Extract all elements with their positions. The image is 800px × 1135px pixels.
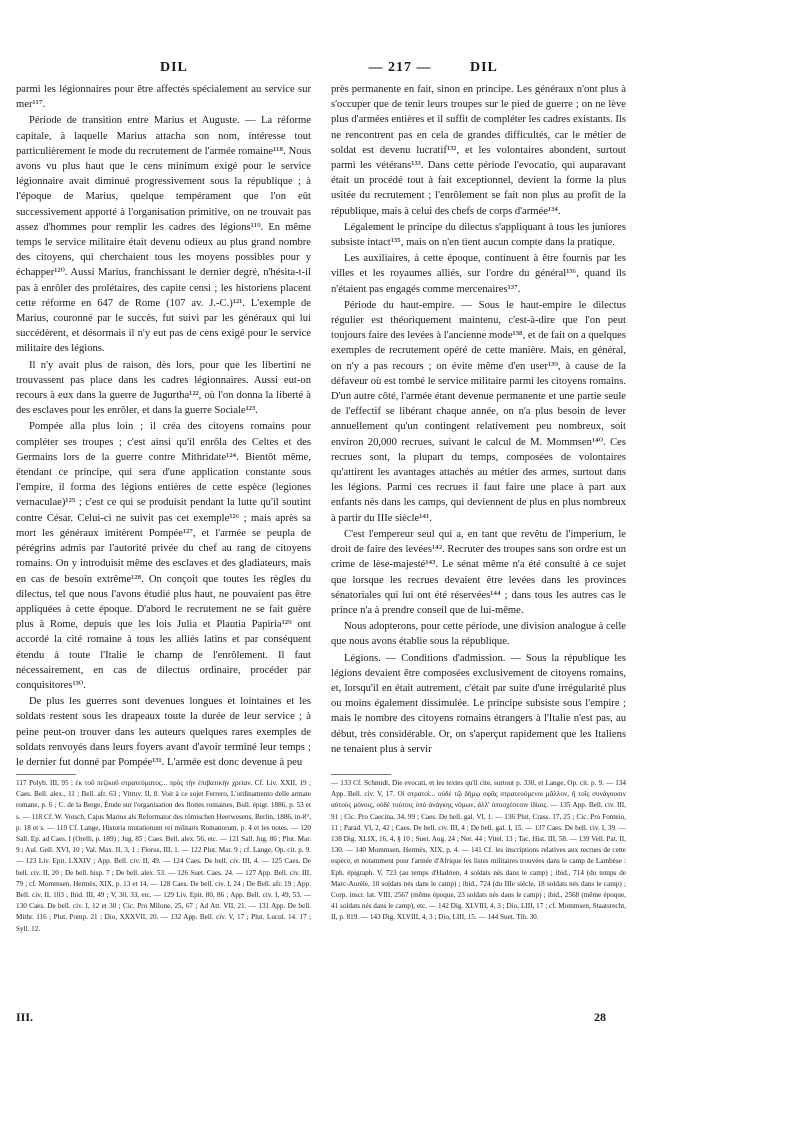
page-number: — 217 — — [368, 60, 432, 75]
paragraph: parmi les légionnaires pour être affectés spécialement au service sur mer¹¹⁷. — [16, 84, 311, 111]
paragraph: Légalement le principe du dilectus s'appliquant à tous les juniores subsiste intact¹³⁵, mais on n'en tient aucun compte dans la pratique. — [331, 221, 626, 249]
paragraph: Période du haut-empire. — Sous le haut-empire le dilectus régulier est théoriquement maintenu, c'est-à-dire que l'on peut toujours faire des levées à l'ancienne mode¹³⁸, et de fait on a quelques exemples de recrutement opéré de cette manière. Mais, en général, on n'y a pas recours ; on évite même d'en user¹³⁹, à cause de la défaveur où est tombé le service militaire parmi les citoyens romains. D'un autre côté, l'armée étant devenue permanente et une partie seule de l'effectif se libérant chaque année, on n'a plus besoin de lever annuellement qu'un contingent relativement peu nombreux, soit environ 20,000 recrues, suivant le calcul de M. Mommsen¹⁴⁰. Ces recrues sont, la plupart du temps, composées de volontaires qu'attirent les avantages attachés au métier des armes, surtout dans les légions. Parmi ces recrues il faut faire une place à part aux enfants nés dans les camps, qui deviennent de plus en plus nombreux à partir du IIIe siècle¹⁴¹. — [331, 299, 626, 524]
paragraph: De plus les guerres sont devenues longues et lointaines et les soldats restent sous les drapeaux toute la durée de leur service ; à peine peut-on trouver dans les auteurs quelques rares exemples de soldats renvoyés dans leurs foyers avant d'avoir terminé leur temps ; le dernier fut donné par Pompée¹³¹. L'armée est donc devenue à peu — [16, 696, 311, 768]
paragraph: Nous adopterons, pour cette période, une division analogue à celle que nous avons établie sous la république. — [331, 621, 626, 648]
paragraph: Période de transition entre Marius et Auguste. — La réforme capitale, à laquelle Marius attacha son nom, intéresse tout particulièrement le mode du recrutement de l'armée romaine¹¹⁸. Nous avons vu plus haut que le cens minimum exigé pour le service légionnaire avait diminué progressivement sous la république ; à l'époque de Marius, quelque tempérament que l'on eût successivement apporté à l'organisation primitive, on ne trouvait pas assez d'hommes pour remplir les cadres des légions¹¹⁹. En même temps le service militaire était devenu odieux au plus grand nombre des citoyens, qui cherchaient tous les moyens possibles pour y échapper¹²⁰. Aussi Marius, franchissant le dernier degré, n'hésita-t-il pas à enrôler des prolétaires, des capite censi ; les historiens placent cette réforme en 647 de Rome (107 av. J.-C.)¹²¹. L'exemple de Marius, couronné par le succès, fut suivi par les généraux qui lui succédèrent, et désormais il n'y eut pas de cens exigé pour le service militaire des légions. — [16, 115, 311, 355]
paragraph: Légions. — Conditions d'admission. — Sous la république les légions devaient être composées exclusivement de citoyens romains, et, lorsqu'il en était autrement, c'était par suite d'une irrégularité plus ou moins également dissimulée. Le principe subsiste sous l'empire ; mais le nombre des citoyens romains étrangers à l'Italie n'est pas, au début, très considérable. Or, on s'aperçut rapidement que les Italiens ne tenaient plus à servir — [331, 652, 626, 755]
running-header — [0, 60, 800, 82]
right-column — [331, 82, 626, 757]
paragraph: Pompée alla plus loin ; il créa des citoyens romains pour compléter ses troupes ; c'est ainsi qu'il enrôla des Celtes et des Germains lors de la guerre contre Mithridate¹²⁴. Bientôt même, étendant ce principe, qui sera d'une application constante sous l'empire, il forma des légions entières de cette espèce (legiones vernaculae)¹²⁵ ; c'est ce qui se produisit pendant la lutte qu'il soutint contre César. Celui-ci ne suivit pas cet exemple¹²⁶ ; mais après sa mort les généraux imitèrent Pompée¹²⁷, et l'armée se peupla de pérégrins admis par l'autorité privée du chef au rang de citoyens romains. On y introduisit même des esclaves et des gladiateurs, mais en cas de besoin extrême¹²⁸. On conçoit que toutes les règles du dilectus, tel que nous l'avons étudié plus haut, ne pouvaient pas être appliquées à cette époque. D'abord le recrutement ne se fait guère plus à Rome, depuis que les lois Julia et Plautia Papiria¹²⁹ ont accordé la cité romaine à tous les alliés latins et par conséquent étendu à toute l'Italie le champ de l'enrôlement. Il faut nécessairement, en cas de dilectus ordinaire, procéder par conquisitores¹³⁰. — [16, 421, 311, 691]
header-right: DIL — [470, 60, 498, 75]
signature-mark: 28 — [594, 1010, 606, 1024]
footnotes-left: 117 Polyb. III, 95 ; ἐκ τοῦ πεζικοῦ στρατεύματος... πρὸς τὴν ἐπιβατικὴν χρείαν. Cf. Liv. XXII, 19 ; Caes. Bell. alex., 11 ; Bell. afr. 63 ; Vitruv. II, 8. Voir à ce sujet Ferrero, L'ordinamento delle armate romane, p. 6 ; C. de la Berge, Étude sur l'organisation des flottes romaines, Bull. épigr. 1886, p. 53 et s. — 118 Cf. W. Votsch, Cajus Marius als Reformator des römischen Heerwesens, Berlin, 1886, in-8°, p. 18 et s. — 119 Cf. Lange, Historia mutationum rei militaris Romanorum, p. 4 et les notes. — 120 Sall. Ep. ad Caes. I (Orelli, p. 189) ; Jug. 85 ; Caes. Bell. alex. 56, etc. — 121 Sall. Jug. 86 ; Plut. Mar. 9 ; Aul. Gell. XVI, 10 ; Val. Max. II, 3, 1 ; Florus, III, 1. — 122 Plut. Mar. 9 ; cf. Lange, Op. cit. p. 9. — 123 Liv. Epit. LXXIV ; App. Bell. civ. II, 49. — 124 Caes. De bell. civ. III, 4. — 125 Caes. De bell. civ. II, 20 ; De bell. hisp. 7 ; De bell. alex. 53. — 126 Suet. Caes. 24. — 127 App. Bell. civ. III, 79 ; cf. Mommsen, Hermès, XIX, p. 13 et 14. — 128 Caes. De bell. civ. I, 24 ; De Bell. afr. 19 ; App. Bell. civ. II, 103 ; Ibid. III, 49 ; V, 30, 33, etc. — 129 Liv. Epit. 80, 86 ; App. Bell. civ. I, 49, 53. — 130 Caes. De bell. civ. I, 12 et 30 ; Cic. Pro Milone, 25, 67 ; Ad Att. VII, 21. — 131 App. De bell. Mithr. 116 ; Plut. Pomp. 21 ; Dio, XXXVII, 20. — 132 App. Bell. civ. V, 17 ; Plut. Lucul. 14. 17 ; Syll. 12. — [16, 779, 311, 933]
paragraph: Il n'y avait plus de raison, dès lors, pour que les libertini ne trouvassent pas place dans les cadres légionnaires. Aussi eut-on recours à eux dans la guerre de Jugurtha¹²², où l'on donna la liberté à des esclaves pour les enrôler, et dans la guerre Sociale¹²³. — [16, 359, 311, 417]
left-column — [16, 82, 311, 770]
footnote-divider — [331, 774, 391, 775]
header-left: DIL — [160, 60, 188, 75]
footnotes-right: — 133 Cf. Schmidt, Die evocati, et les textes qu'il cite, surtout p. 330, et Lange, Op. cit. p. 9. — 134 App. Bell. civ. V, 17. Οἱ στρατοὶ... οὐδὲ τῷ δήμῳ σφᾶς στρατευόμενοι μᾶλλον, ἢ τοῖς συνάγουσιν αὐτοὺς μόνοις, οὐδὲ τούτοις ὑπὸ ἀνάγκης νόμων, ἀλλ' ὑποσχέσεσιν ἰδίαις. — 135 App. Bell. civ. III, 91 ; Cic. Pro Caecina, 34, 99 ; Caes. De bell. gal. VI, 1. — 136 Plut. Crass. 17, 25 ; Cic. Pro Fonteio, 11 ; Parad. VI, 2, 42 ; Caes. De bell. civ. III, 4 ; De bell. gal. I, 15. — 137 Caes. De bell. civ. I, 39. — 138 Dig. XLIX, 16, 4, § 10 ; Suet. Aug. 24 ; Ner. 44 ; Vitel. 13 ; Tac. Hist. III, 58. — 139 Vell. Pat. II, 130. — 140 Mommsen, Hermès, XIX, p. 4. — 141 Cf. les inscriptions relatives aux recrues de cette espèce, et notamment pour l'armée d'Afrique les listes militaires trouvées dans le camp de Lambèse : Eph. épigraph. V, 723 (au temps d'Hadrien, 4 soldats nés dans le camp) ; ibid., 714 (du temps de Marc-Aurèle, 10 soldats nés dans le camp) ; ibid., 724 (du IIIe siècle, 18 soldats nés dans le camp) ; Corp. inscr. lat. VIII, 2567 (même époque, 23 soldats nés dans le camp) ; ibid., 2568 (même époque, 41 soldats nés dans le camp), etc. — 142 Dig. XLVIII, 4, 3 ; Dio, LIII, 17 ; cf. Mommsen, Staatsrecht, II, p. 819. — 143 Dig. XLVIII, 4, 3 ; Dio, LIII, 15. — 144 Suet. Tib. 30. — [331, 779, 626, 922]
paragraph: C'est l'empereur seul qui a, en tant que revêtu de l'imperium, le droit de faire des levées¹⁴². Recruter des troupes sans son ordre est un crime de lèse-majesté¹⁴³. Le sénat même n'a été consulté à ce sujet que lorsque les recrues devaient être levées dans les provinces sénatoriales qui lui ont été réservées¹⁴⁴ ; dans tous les autres cas le prince n'a à prendre conseil que de lui-même. — [331, 528, 626, 616]
volume-mark: III. — [16, 1010, 34, 1024]
paragraph: près permanente en fait, sinon en principe. Les généraux n'ont plus à s'occuper que de tenir leurs troupes sur le pied de guerre ; on ne lève plus d'armées entières et il suffit de compléter les cadres existants. Ils ne rencontrent pas en cela de grandes difficultés, car le métier de soldat est devenu lucratif¹³², et les volontaires abondent, surtout parmi les vétérans¹³³. Dans cette période l'evocatio, qui auparavant était un procédé tout à fait exceptionnel, devient la forme la plus usitée du recrutement ; l'enrôlement se fait non plus au profit de la république, mais à celui des chefs de corps d'armée¹³⁴. — [331, 84, 626, 217]
footnote-divider — [16, 774, 76, 775]
paragraph: Les auxiliaires, à cette époque, continuent à être fournis par les villes et les royaumes alliés, sur l'ordre du général¹³⁶, quand ils n'étaient pas engagés comme mercenaires¹³⁷. — [331, 253, 626, 295]
